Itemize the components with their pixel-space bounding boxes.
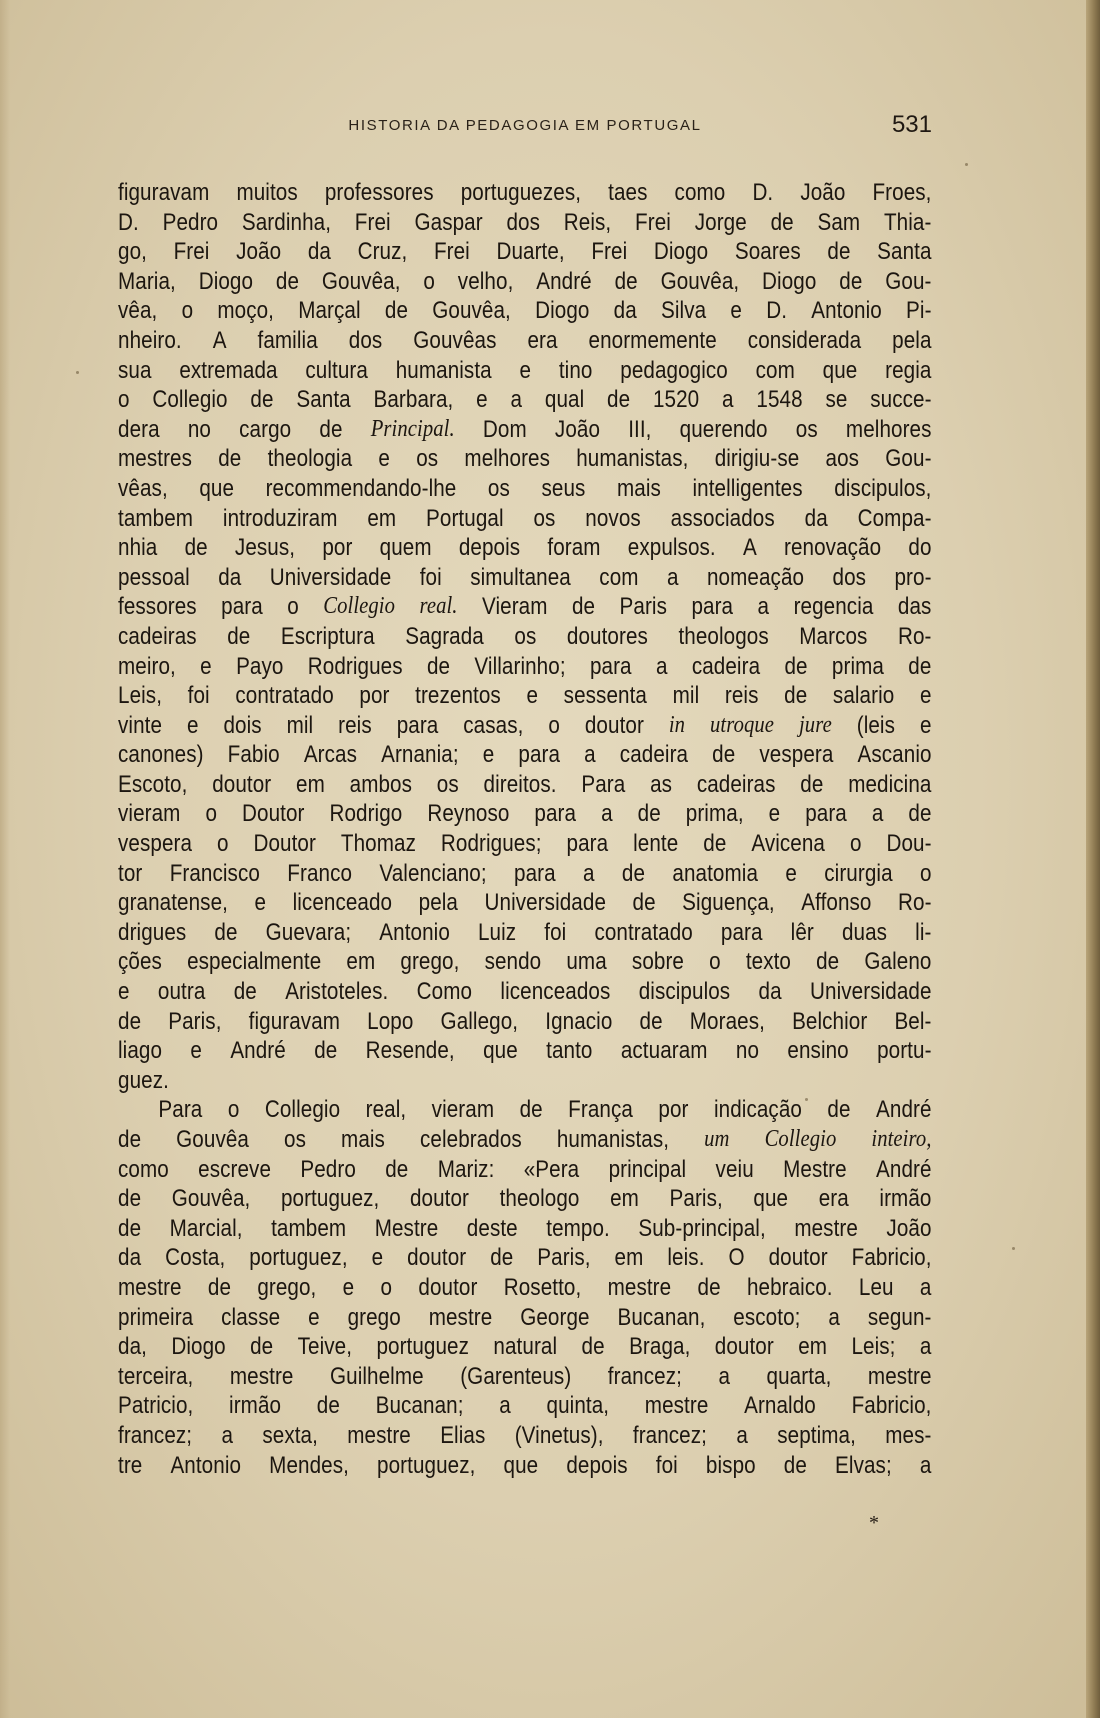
text-line: de Paris, figuravam Lopo Gallego, Ignacio de Moraes, Belchior Bel- (118, 1007, 932, 1035)
text-line: fessores para o Collegio real. Vieram de Paris para a regencia das (118, 593, 932, 621)
text-line: granatense, e licenceado pela Universidade de Siguença, Affonso Ro- (118, 889, 932, 917)
page-number: 531 (891, 111, 932, 138)
body-text (118, 178, 932, 1480)
text-line: Escoto, doutor em ambos os direitos. Para as cadeiras de medicina (118, 770, 932, 798)
text-line: Para o Collegio real, vieram de França por indicação de André (158, 1096, 932, 1124)
text-line: figuravam muitos professores portuguezes, taes como D. João Froes, (118, 179, 932, 206)
text-line: meiro, e Payo Rodrigues de Villarinho; para a cadeira de prima de (118, 652, 932, 680)
text-line: tre Antonio Mendes, portuguez, que depois foi bispo de Elvas; a (118, 1451, 932, 1479)
text-line: da, Diogo de Teive, portuguez natural de Braga, doutor em Leis; a (118, 1333, 932, 1361)
paper-speck (965, 163, 968, 166)
text-line: mestre de grego, e o doutor Rosetto, mestre de hebraico. Leu a (118, 1273, 932, 1301)
paper-speck (805, 1098, 808, 1101)
text-line: da Costa, portuguez, e doutor de Paris, em leis. O doutor Fabricio, (118, 1244, 932, 1272)
text-line: francez; a sexta, mestre Elias (Vinetus), francez; a septima, mes- (118, 1421, 932, 1449)
page-left-edge (0, 0, 10, 1718)
text-line: e outra de Aristoteles. Como licenceados discipulos da Universidade (118, 978, 932, 1006)
text-line: de Marcial, tambem Mestre deste tempo. Sub-principal, mestre João (118, 1214, 932, 1242)
text-line: guez. (118, 1066, 169, 1094)
text-line: Maria, Diogo de Gouvêa, o velho, André de Gouvêa, Diogo de Gou- (118, 267, 932, 295)
text-line: tambem introduziram em Portugal os novos associados da Compa- (118, 504, 932, 532)
paper-speck (1012, 1247, 1015, 1250)
text-line: vespera o Doutor Thomaz Rodrigues; para lente de Avicena o Dou- (118, 830, 932, 858)
signature-mark: * (869, 1512, 879, 1534)
text-line: de Gouvêa os mais celebrados humanistas, um Collegio inteiro, (118, 1126, 932, 1153)
text-line: primeira classe e grego mestre George Bucanan, escoto; a segun- (118, 1303, 932, 1331)
text-line: canones) Fabio Arcas Arnania; e para a cadeira de vespera Ascanio (118, 741, 932, 769)
text-line: de Gouvêa, portuguez, doutor theologo em Paris, que era irmão (118, 1185, 932, 1213)
text-line: pessoal da Universidade foi simultanea com a nomeação dos pro- (118, 563, 932, 591)
text-line: como escreve Pedro de Mariz: «Pera principal veiu Mestre André (118, 1155, 932, 1183)
text-line: ções especialmente em grego, sendo uma sobre o texto de Galeno (118, 948, 932, 976)
paper-speck (76, 371, 79, 374)
text-line: Patricio, irmão de Bucanan; a quinta, mestre Arnaldo Fabricio, (118, 1392, 932, 1420)
text-line: o Collegio de Santa Barbara, e a qual de 1520 a 1548 se succe- (118, 386, 932, 414)
text-line: sua extremada cultura humanista e tino pedagogico com que regia (118, 356, 932, 384)
text-line: drigues de Guevara; Antonio Luiz foi contratado para lêr duas li- (118, 918, 932, 946)
text-line: vêas, que recommendando-lhe os seus mais intelligentes discipulos, (118, 474, 932, 502)
running-title: HISTORIA DA PEDAGOGIA EM PORTUGAL (348, 117, 702, 134)
page-right-edge (1086, 0, 1100, 1718)
text-line: cadeiras de Escriptura Sagrada os doutores theologos Marcos Ro- (118, 622, 932, 650)
text-line: vinte e dois mil reis para casas, o doutor in utroque jure (leis e (118, 711, 932, 739)
text-line: Leis, foi contratado por trezentos e sessenta mil reis de salario e (118, 682, 932, 710)
text-line: D. Pedro Sardinha, Frei Gaspar dos Reis, Frei Jorge de Sam Thia- (118, 208, 932, 236)
text-line: go, Frei João da Cruz, Frei Duarte, Frei Diogo Soares de Santa (118, 238, 932, 266)
running-head (118, 111, 932, 141)
text-line: nheiro. A familia dos Gouvêas era enormemente considerada pela (118, 326, 932, 354)
text-line: dera no cargo de Principal. Dom João III, querendo os melhores (118, 415, 932, 443)
text-line: mestres de theologia e os melhores humanistas, dirigiu-se aos Gou- (118, 445, 932, 473)
text-line: vêa, o moço, Marçal de Gouvêa, Diogo da Silva e D. Antonio Pi- (118, 297, 932, 325)
text-line: terceira, mestre Guilhelme (Garenteus) francez; a quarta, mestre (118, 1362, 932, 1390)
text-line: liago e André de Resende, que tanto actuaram no ensino portu- (118, 1037, 932, 1065)
text-line: nhia de Jesus, por quem depois foram expulsos. A renovação do (118, 534, 932, 562)
text-line: vieram o Doutor Rodrigo Reynoso para a de prima, e para a de (118, 800, 932, 828)
text-line: tor Francisco Franco Valenciano; para a de anatomia e cirurgia o (118, 859, 932, 887)
